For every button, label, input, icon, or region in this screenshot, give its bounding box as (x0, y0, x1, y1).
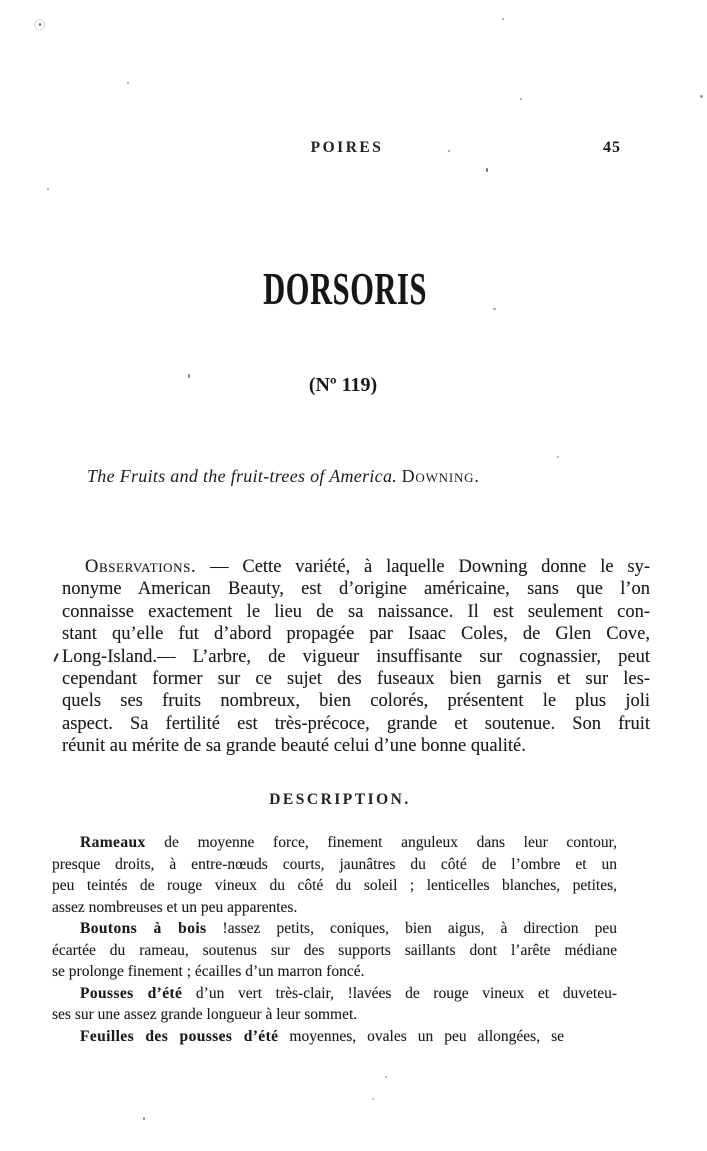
text-line: cependant former sur ce sujet des fuseaux bien garnis et sur les- (62, 669, 650, 690)
paragraph-pousses (52, 983, 617, 1026)
text-line (52, 832, 617, 854)
observations-paragraph (62, 556, 650, 758)
text-line: se prolonge finement ; écailles d’un marron foncé. (52, 963, 365, 981)
text-line-rest: — Cette variété, à laquelle Downing donne le sy- (196, 557, 650, 577)
text-line: presque droits, à entre-nœuds courts, jaunâtres du côté de l’ombre et un (52, 855, 617, 873)
observations-lead: Observations. (85, 557, 197, 577)
scan-speck (700, 95, 703, 98)
scan-speck (557, 456, 559, 458)
scan-speck (53, 653, 59, 662)
text-line: réunit au mérite de sa grande beauté celui d’une bonne qualité. (62, 736, 526, 757)
text-line (62, 556, 650, 578)
scan-speck (385, 1076, 387, 1078)
text-line (52, 983, 617, 1005)
text-line: écartée du rameau, soutenus sur des supports saillants dont l’arête médiane (52, 941, 617, 959)
scan-speck (520, 98, 522, 100)
page-number: 45 (603, 139, 621, 156)
description-heading: DESCRIPTION. (269, 791, 411, 808)
text-line: assez nombreuses et un peu apparentes. (52, 898, 298, 916)
scan-speck (127, 82, 129, 84)
text-line: peu teintés de rouge vineux du côté du soleil ; lenticelles blanches, petites, (52, 877, 617, 895)
attribution-line (87, 466, 480, 487)
scan-speck (502, 18, 504, 20)
text-line-rest: !assez petits, coniques, bien aigus, à direction peu (206, 920, 617, 938)
text-line-rest: de moyenne force, finement anguleux dans leur contour, (145, 834, 617, 851)
text-line-rest: d’un vert très-clair, !lavées de rouge vineux et duveteu- (182, 984, 618, 1002)
scan-speck (486, 168, 488, 172)
variety-title: DORSORIS (263, 263, 427, 314)
running-head-section: POIRES (310, 139, 384, 156)
title-block (0, 262, 690, 315)
scan-speck (516, 745, 518, 747)
pousses-lead: Pousses d’été (80, 984, 183, 1002)
paragraph-boutons (52, 918, 617, 983)
author-name: Downing. (401, 466, 480, 486)
text-line (52, 918, 617, 940)
paragraph-rameaux (52, 832, 617, 918)
number-block (0, 374, 686, 397)
feuilles-lead: Feuilles des pousses d’été (80, 1027, 279, 1045)
scan-speck (188, 374, 190, 378)
boutons-lead: Boutons à bois (80, 920, 207, 938)
variety-number: (Nº 119) (308, 374, 378, 396)
text-line-rest: moyennes, ovales un peu allongées, se (278, 1027, 564, 1045)
scan-speck (39, 23, 41, 26)
work-title: The Fruits and the fruit-trees of America. (87, 466, 398, 486)
rameaux-lead: Rameaux (80, 834, 146, 851)
scan-speck (448, 150, 450, 152)
scan-speck (493, 308, 496, 310)
text-line: nonyme American Beauty, est d’origine américaine, sans que l’on (62, 579, 650, 600)
text-line: quels ses fruits nombreux, bien colorés, présentent le plus joli (62, 691, 650, 712)
scan-speck (47, 188, 49, 190)
scan-speck (143, 1117, 145, 1120)
text-line: Long-Island.— L’arbre, de vigueur insuffisante sur cognassier, peut (62, 646, 650, 667)
text-line: aspect. Sa fertilité est très-précoce, grande et soutenue. Son fruit (62, 713, 650, 734)
text-line: stant qu’elle fut d’abord propagée par Isaac Coles, de Glen Cove, (62, 624, 650, 645)
text-line: connaisse exactement le lieu de sa naissance. Il est seulement con- (62, 601, 650, 622)
paragraph-feuilles (52, 1026, 564, 1048)
description-body (52, 832, 617, 1047)
text-line: ses sur une assez grande longueur à leur sommet. (52, 1006, 358, 1024)
scan-speck (372, 1098, 374, 1100)
text-line (52, 1026, 564, 1048)
